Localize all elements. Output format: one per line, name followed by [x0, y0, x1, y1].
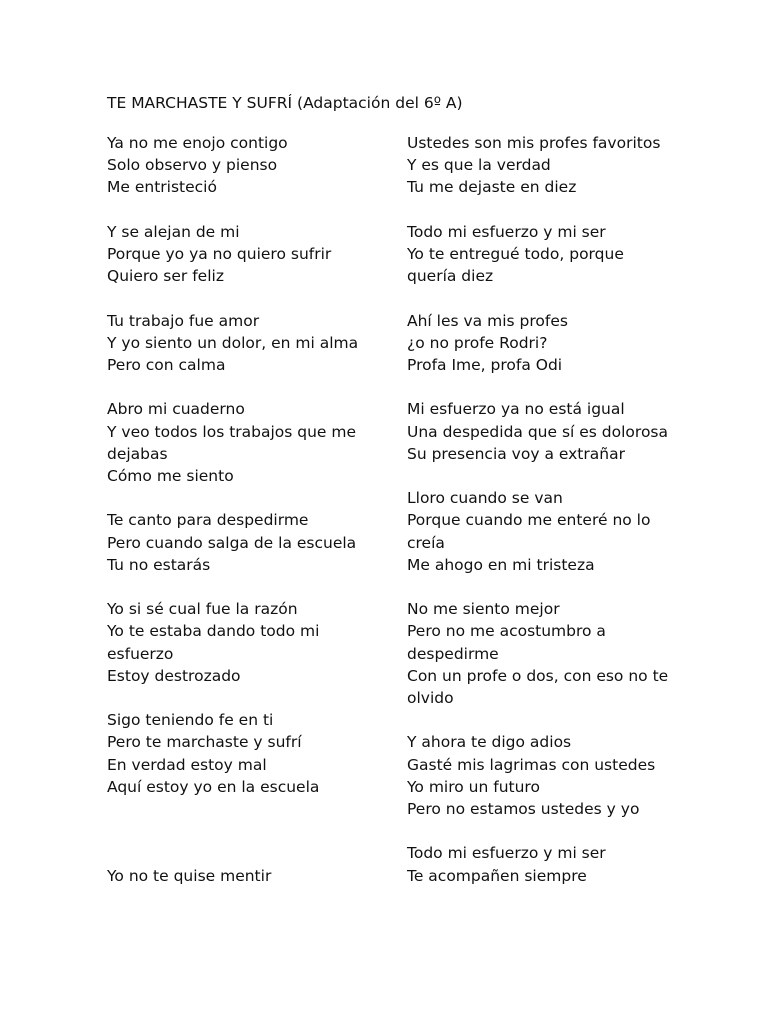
verse-line: Te acompañen siempre [407, 866, 587, 885]
verse-line: Ahí les va mis profes [407, 311, 568, 330]
verse-line: Y veo todos los trabajos que me dejabas [107, 422, 357, 463]
verse-line: Pero no estamos ustedes y yo [407, 800, 640, 818]
verse-line: Ya no me enojo contigo [107, 134, 288, 152]
stanza [107, 132, 367, 199]
verse-line: Yo si sé cual fue la razón [107, 600, 298, 619]
verse-line: Me ahogo en mi tristeza [407, 555, 595, 574]
left-column [107, 132, 367, 887]
verse-line: Y se alejan de mi [107, 222, 240, 241]
stanza [407, 221, 677, 288]
verse-line: Pero con calma [107, 356, 226, 374]
right-column [407, 132, 677, 909]
verse-line: Sigo teniendo fe en ti [107, 711, 274, 730]
verse-line: Pero te marchaste y sufrí [107, 733, 302, 752]
verse-line: Me entristeció [107, 178, 217, 197]
verse-line: En verdad estoy mal [107, 755, 267, 774]
verse-line: Quiero ser feliz [107, 267, 224, 286]
verse-line: Te canto para despedirme [107, 511, 309, 530]
verse-line: Y es que la verdad [407, 156, 551, 175]
verse-line: Profa Ime, profa Odi [407, 356, 563, 374]
stanza [107, 221, 367, 288]
stanza [107, 310, 367, 377]
stanza [407, 310, 677, 377]
stanza [407, 842, 677, 886]
stanza [107, 398, 367, 487]
verse-line: Y yo siento un dolor, en mi alma [107, 333, 359, 352]
verse-line: Yo miro un futuro [407, 777, 540, 796]
verse-line: Con un profe o dos, con eso no te olvido [407, 666, 669, 707]
verse-line: Solo observo y pienso [107, 156, 278, 175]
stanza [107, 709, 367, 798]
verse-line: Yo te estaba dando todo mi esfuerzo [107, 622, 320, 663]
verse-line: Estoy destrozado [107, 666, 241, 685]
verse-line: Pero no me acostumbro a despedirme [407, 622, 606, 663]
verse-line-last: Yo no te quise mentir [107, 866, 272, 885]
verse-line: Lloro cuando se van [407, 489, 563, 508]
verse-line: Tu no estarás [107, 555, 211, 574]
verse-line: Pero cuando salga de la escuela [107, 533, 357, 552]
poem-title: TE MARCHASTE Y SUFRÍ (Adaptación del 6º A) [107, 94, 463, 112]
verse-line: Tu trabajo fue amor [107, 311, 260, 330]
stanza [407, 598, 677, 709]
verse-line: Todo mi esfuerzo y mi ser [407, 222, 606, 241]
verse-line: Cómo me siento [107, 467, 234, 485]
verse-line: Gasté mis lagrimas con ustedes [407, 755, 656, 774]
verse-line: Su presencia voy a extrañar [407, 444, 625, 463]
verse-line: Una despedida que sí es dolorosa [407, 422, 669, 441]
verse-line: Ustedes son mis profes favoritos [407, 134, 661, 152]
verse-line: Porque cuando me enteré no lo creía [407, 511, 651, 552]
verse-line: Abro mi cuaderno [107, 400, 245, 419]
stanza [407, 731, 677, 820]
verse-line: Y ahora te digo adios [407, 733, 572, 752]
verse-line: ¿o no profe Rodri? [407, 333, 548, 352]
verse-line: Yo te entregué todo, porque quería diez [407, 245, 624, 286]
stanza [107, 598, 367, 687]
verse-line: Todo mi esfuerzo y mi ser [407, 844, 606, 863]
stanza [407, 132, 677, 199]
verse-line: No me siento mejor [407, 600, 560, 619]
verse-line: Tu me dejaste en diez [407, 178, 577, 197]
verse-line: Mi esfuerzo ya no está igual [407, 400, 625, 419]
stanza [407, 487, 677, 576]
stanza [407, 398, 677, 465]
stanza [107, 509, 367, 576]
verse-line: Porque yo ya no quiero sufrir [107, 245, 332, 263]
verse-line: Aquí estoy yo en la escuela [107, 777, 320, 796]
